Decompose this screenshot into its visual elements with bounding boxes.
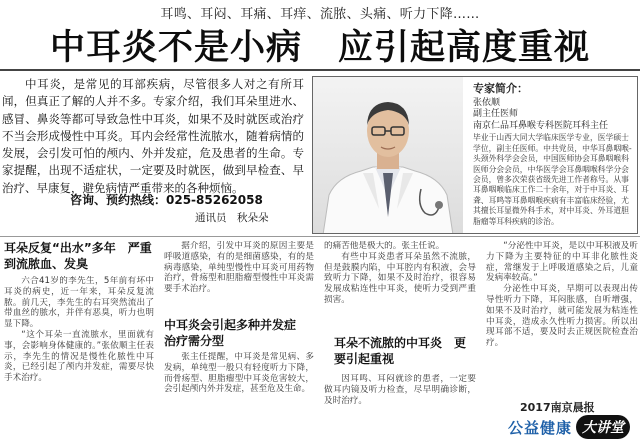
expert-bio: 毕业于山西大同大学临床医学专业，医学硕士学位，副主任医师。中共党员，中华耳鼻咽喉-头颈外科学会会员，中国医师协会耳鼻咽喉科医师分会会员，中华医学会耳鼻咽喉科学分会会员，曾多次荣获省级先进工作者称号。从事耳鼻咽喉临床工作二十余年，对于中耳炎、耳聋、耳鸣等耳鼻咽喉疾病有丰富临床经验，尤其擅长耳显微外科手术，对中耳炎、外耳道胆脂瘤等耳科疾病的诊治。 — [473, 133, 632, 226]
section-title-3: 耳朵不流脓的中耳炎 更要引起重视 — [334, 336, 467, 366]
logo-left-text: 公益健康 — [508, 418, 573, 437]
logo-top-text: 2017南京晨报 — [520, 401, 595, 414]
expert-title: 副主任医师 — [473, 109, 519, 120]
middle-divider — [0, 236, 640, 237]
expert-intro — [473, 83, 635, 227]
section-3-paragraph: 有些中耳炎患者耳朵虽然不流脓，但是鼓膜内陷，中耳腔内有积液，会导致听力下降，如果不及时治疗，很容易发展成粘连性中耳炎，使听力受到严重损害。 — [324, 251, 476, 305]
section-body-1 — [4, 276, 154, 444]
section-2-paragraph: 据介绍，引发中耳炎的原因主要是呼吸道感染，有的是细菌感染，有的是病毒感染，单纯型慢性中耳炎可用药物治疗，骨疡型和胆脂瘤型慢性中耳炎需要手术治疗。 — [164, 241, 314, 295]
logo-right-text: 大讲堂 — [576, 415, 630, 439]
doctor-portrait-icon — [313, 77, 463, 234]
health-lecture-logo — [506, 398, 638, 444]
section-1-paragraph: “这个耳朵一直流脓水，里面就有事，会影响身体健康的。”张依顺主任表示，李先生的情况是慢性化脓性中耳炎，已经引起了颅内并发症，需要尽快手术治疗。 — [4, 329, 154, 384]
section-title-2: 中耳炎会引起多种并发症 治疗需分型 — [164, 318, 309, 348]
section-4-paragraph: “分泌性中耳炎，是以中耳积液及听力下降为主要特征的中耳非化脓性炎症，常继发于上呼吸道感染之后，儿童发病率较高。” — [486, 241, 638, 284]
section-title-1: 耳朵反复“出水”多年 严重到流脓血、发臭 — [4, 241, 152, 271]
section-3-paragraph: 因耳鸣、耳闷就诊的患者，一定要做耳内镜及听力检查，尽早明确诊断，及时治疗。 — [324, 374, 476, 406]
hotline: 咨询、预约热线：025-85262058 — [70, 193, 263, 207]
section-4-paragraph: 分泌性中耳炎，早期可以表现出传导性听力下降，耳闷胀感，自听增强，如果不及时治疗，就可能发展为粘连性中耳炎，造成永久性听力损害。所以出现耳部不适，要及时去正规医院检查治疗。 — [486, 284, 638, 349]
doctor-photo — [313, 77, 463, 234]
page-title: 中耳炎不是小病 应引起高度重视 — [49, 28, 590, 68]
section-3-paragraph: 的痛苦他是极大的。张主任说。 — [324, 241, 445, 251]
section-2-paragraph: 张主任提醒，中耳炎是常见病、多发病，单纯型一般只有轻度听力下降，而骨疡型、胆脂瘤型中耳炎危害较大，会引起颅内外并发症，甚至危及生命。 — [164, 352, 314, 395]
logo-bottom — [508, 414, 636, 440]
expert-name: 张依顺 — [473, 97, 501, 108]
byline: 通讯员 秋朵朵 — [195, 212, 269, 224]
section-body-2b — [164, 352, 314, 444]
section-body-3a — [324, 241, 476, 331]
section-body-2 — [164, 241, 314, 315]
section-body-4 — [486, 241, 638, 395]
section-body-3b — [324, 374, 476, 444]
kicker-line: 耳鸣、耳闷、耳痛、耳痒、流脓、头痛、听力下降…… — [160, 7, 480, 22]
expert-affiliation: 南京仁品耳鼻喉专科医院耳科主任 — [473, 120, 609, 131]
expert-label: 专家简介： — [473, 82, 528, 95]
top-divider — [0, 69, 640, 71]
intro-paragraph: 中耳炎，是常见的耳部疾病，尽管很多人对之有所耳闻，但真正了解的人并不多。专家介绍，我们耳朵里进水、感冒、鼻炎等都可导致急性中耳炎，如果不及时就医或治疗不当会形成慢性中耳炎。耳内会经常性流脓水，随着病情的发展，会引发可怕的颅内、外并发症，危及患者的生命。专家提醒，出现不适症状，一定要及时就医，做到早检查、早治疗、早康复，避免病情严重带来的各种烦恼。 — [2, 77, 304, 195]
section-1-paragraph: 六合41岁的李先生，5年前有坏中耳炎的病史，近一年来，耳朵反复流脓。前几天，李先生的右耳突然流出了带血丝的脓水，并伴有恶臭，听力也明显下降。 — [4, 276, 154, 330]
expert-box — [312, 76, 638, 234]
